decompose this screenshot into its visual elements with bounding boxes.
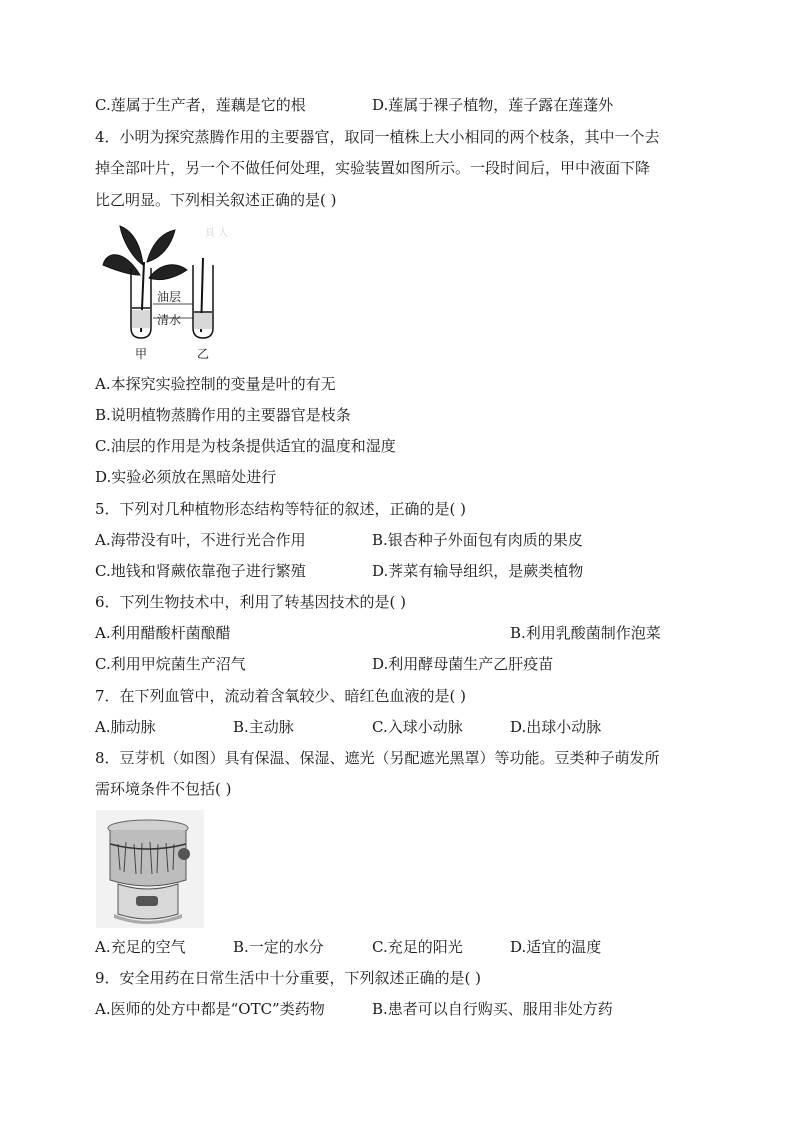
q6-option-c: C.利用甲烷菌生产沼气 xyxy=(95,655,246,673)
transpiration-experiment-figure xyxy=(95,220,245,365)
q4-stem-line-3: 比乙明显。下列相关叙述正确的是( ) xyxy=(95,191,337,209)
q5-option-b: B.银杏种子外面包有肉质的果皮 xyxy=(372,531,583,549)
label-tube-yi: 乙 xyxy=(197,347,210,361)
bean-sprout-machine-figure xyxy=(96,810,204,928)
q6-option-b: B.利用乳酸菌制作泡菜 xyxy=(510,624,661,642)
q5-option-d: D.荠菜有输导组织，是蕨类植物 xyxy=(372,562,584,580)
q4-option-b: B.说明植物蒸腾作用的主要器官是枝条 xyxy=(95,406,351,424)
q9-option-a: A.医师的处方中都是“OTC”类药物 xyxy=(95,1000,325,1018)
svg-text:具 人: 具 人 xyxy=(205,228,229,239)
q7-stem: 7．在下列血管中，流动着含氧较少、暗红色血液的是( ) xyxy=(95,687,467,705)
q3-option-d: D.莲属于裸子植物，莲子露在莲蓬外 xyxy=(372,96,614,114)
q7-option-b: B.主动脉 xyxy=(233,718,294,736)
q5-stem: 5．下列对几种植物形态结构等特征的叙述，正确的是( ) xyxy=(95,500,467,518)
q4-option-c: C.油层的作用是为枝条提供适宜的温度和湿度 xyxy=(95,437,396,455)
q9-stem: 9．安全用药在日常生活中十分重要，下列叙述正确的是( ) xyxy=(95,969,482,987)
q4-stem-line-2: 掉全部叶片，另一个不做任何处理，实验装置如图所示。一段时间后，甲中液面下降 xyxy=(95,159,651,177)
label-tube-jia: 甲 xyxy=(135,347,148,361)
q6-stem: 6．下列生物技术中，利用了转基因技术的是( ) xyxy=(95,593,407,611)
q8-option-d: D.适宜的温度 xyxy=(510,938,602,956)
q8-option-c: C.充足的阳光 xyxy=(372,938,463,956)
q5-option-a: A.海带没有叶，不进行光合作用 xyxy=(95,531,306,549)
q6-option-d: D.利用酵母菌生产乙肝疫苗 xyxy=(372,655,554,673)
q8-stem-line-2: 需环境条件不包括( ) xyxy=(95,780,232,798)
q3-option-c: C.莲属于生产者，莲藕是它的根 xyxy=(95,96,306,114)
label-clear-water: 清水 xyxy=(157,313,182,327)
q4-option-d: D.实验必须放在黑暗处进行 xyxy=(95,468,277,486)
label-oil-layer: 油层 xyxy=(157,290,182,304)
q4-option-a: A.本探究实验控制的变量是叶的有无 xyxy=(95,375,336,393)
q5-option-c: C.地钱和肾蕨依靠孢子进行繁殖 xyxy=(95,562,306,580)
q7-option-d: D.出球小动脉 xyxy=(510,718,602,736)
q8-option-b: B.一定的水分 xyxy=(233,938,324,956)
q7-option-a: A.肺动脉 xyxy=(95,718,156,736)
q8-stem-line-1: 8．豆芽机（如图）具有保温、保湿、遮光（另配遮光黑罩）等功能。豆类种子萌发所 xyxy=(95,749,660,767)
leaf-branch-icon xyxy=(103,226,187,280)
q6-option-a: A.利用醋酸杆菌酿醋 xyxy=(95,624,231,642)
q8-option-a: A.充足的空气 xyxy=(95,938,186,956)
q4-stem-line-1: 4．小明为探究蒸腾作用的主要器官，取同一植株上大小相同的两个枝条，其中一个去 xyxy=(95,128,660,146)
q7-option-c: C.入球小动脉 xyxy=(372,718,463,736)
q9-option-b: B.患者可以自行购买、服用非处方药 xyxy=(372,1000,613,1018)
